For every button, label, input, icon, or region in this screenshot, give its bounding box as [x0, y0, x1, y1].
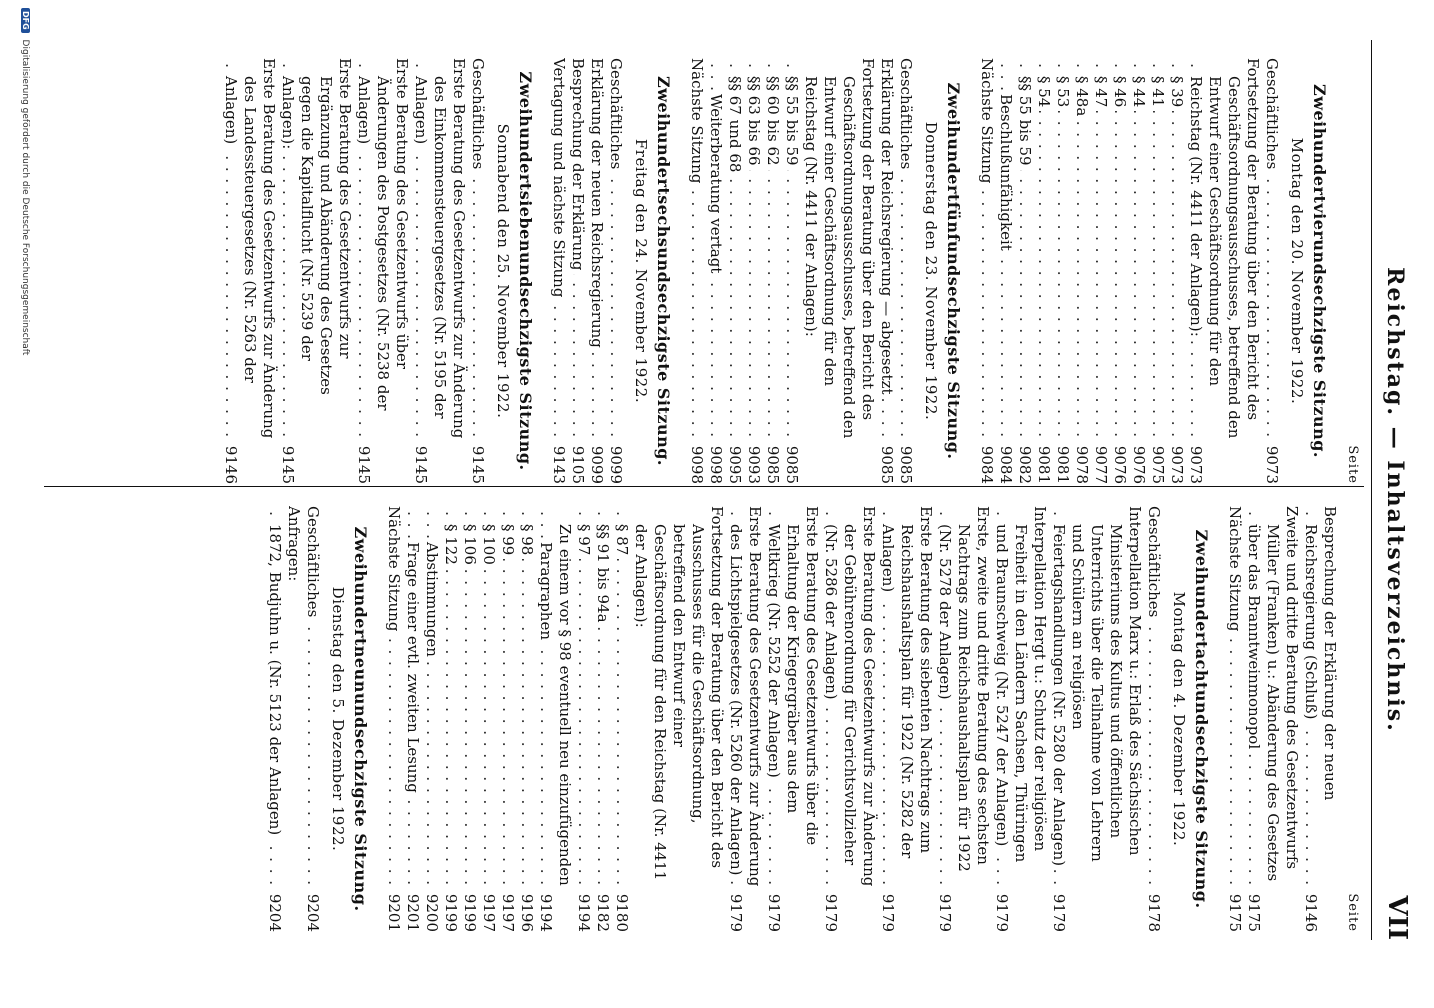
toc-entry-text: §§ 67 und 68: [726, 76, 744, 176]
toc-page-number: 9179: [765, 893, 783, 932]
right-column: [265, 506, 1362, 932]
toc-page-number: 9078: [1073, 445, 1091, 484]
toc-page-number: 9182: [594, 893, 612, 932]
toc-entry-text: §§ 55 bis 59: [783, 76, 801, 170]
toc-entry-text: Geschäftliches: [607, 58, 625, 173]
running-header: Reichstag. — Inhaltsverzeichnis.: [1382, 267, 1408, 733]
toc-entry-text: Geschäftliches: [1145, 506, 1163, 621]
toc-entry: [593, 506, 612, 932]
toc-entry-text: Interpellation Hergt u.: Schutz der religiösen Freiheit in den Ländern Sachsen, Thüringen und Braunschweig (Nr. 5247 der Anlagen): [993, 506, 1049, 863]
toc-entry: [706, 58, 725, 484]
session-title: Zweihundertachtundsechzigste Sitzung.: [1192, 529, 1211, 909]
toc-entry: [384, 506, 403, 932]
toc-page-number: 9143: [550, 445, 568, 484]
toc-page-number: 9081: [1035, 445, 1053, 484]
toc-page-number: 9098: [688, 445, 706, 484]
toc-page-number: 9204: [304, 893, 322, 932]
toc-entry-text: Fortsetzung der Beratung über den Bericht des Geschäftsordnungsausschusses, betreffend den Entwurf einer Geschäftsordnung für den Reichstag (Nr. 4411 der Anlagen):: [802, 58, 877, 439]
toc-entry-text: Erste Beratung des Gesetzentwurfs zur Änderung des Lichtspielgesetzes (Nr. 5260 der Anlagen): [727, 506, 764, 887]
toc-entry: [782, 58, 801, 484]
toc-entry-text: § 99: [499, 524, 517, 559]
toc-entry: [1262, 58, 1281, 484]
toc-entry: [744, 58, 763, 484]
toc-page-number: 9200: [423, 893, 441, 932]
session-title: Zweihundertvierundsechzigste Sitzung.: [1310, 84, 1329, 458]
toc-entry-text: Geschäftliches: [897, 58, 915, 173]
entry-list: [221, 58, 487, 484]
toc-entry: [354, 58, 411, 484]
toc-entry: [221, 58, 278, 484]
left-column: [221, 58, 1362, 484]
toc-entry: [460, 506, 479, 932]
toc-entry: [568, 58, 587, 484]
toc-entry: [878, 506, 935, 932]
entry-list: [265, 506, 322, 932]
toc-page-number: 9076: [1130, 445, 1148, 484]
toc-entry: [821, 506, 878, 932]
toc-page-number: 9179: [879, 893, 897, 932]
session-date: Dienstag den 5. Dezember 1922.: [329, 586, 347, 852]
toc-entry: [1072, 58, 1091, 484]
toc-entry-text: Erste Beratung des Gesetzentwurfs zur Änderung des Einkommensteuergesetzes (Nr. 5195 der Anlagen): [412, 58, 468, 439]
toc-page-number: 9175: [1226, 893, 1244, 932]
toc-entry-text: Erste Beratung des Gesetzentwurfs zur Änderung des Landessteuergesetzes (Nr. 5263 der Anlagen): [222, 58, 278, 439]
toc-entry: [284, 506, 303, 932]
toc-entry-text: Geschäftliches: [304, 506, 322, 621]
toc-page-number: 9199: [461, 893, 479, 932]
session-date: Montag den 4. Dezember 1922.: [1170, 591, 1188, 847]
toc-entry-text: Nächste Sitzung: [385, 506, 403, 635]
digitization-note: [20, 0, 30, 1008]
toc-entry-text: Fortsetzung der Beratung über den Bericht des Geschäftsordnungsausschusses, betreffend den Entwurf einer Geschäftsordnung für den Reichstag (Nr. 4411 der Anlagen):: [1187, 58, 1262, 439]
toc-entry-text: Nächste Sitzung: [1226, 506, 1244, 635]
toc-entry: [1049, 506, 1144, 932]
entry-list: [384, 506, 1163, 932]
session-title: Zweihundertfünfundsechzigste Sitzung.: [944, 82, 963, 460]
toc-page-number: 9175: [1245, 893, 1263, 932]
toc-entry-text: § 97: [575, 524, 593, 559]
session-block: [221, 58, 535, 484]
toc-entry: [441, 506, 460, 932]
toc-entry-text: Erste Beratung des siebenten Nachtrags zum Reichshaushaltsplan für 1922 (Nr. 5282 der Anlagen): [879, 506, 935, 859]
toc-page-number: 9145: [279, 445, 297, 484]
dfg-logo: DFG: [21, 8, 30, 33]
toc-entry: [549, 58, 568, 484]
toc-page-number: 9075: [1149, 445, 1167, 484]
toc-page-number: 9084: [997, 445, 1015, 484]
session-date: Donnerstag den 23. November 1922.: [922, 121, 940, 421]
toc-entry-text: § 46: [1111, 76, 1129, 111]
entry-list: [977, 58, 1281, 484]
toc-page-number: 9201: [385, 893, 403, 932]
toc-entry-text: Zu einem vor § 98 eventuell neu einzufügenden Paragraphen: [537, 524, 574, 886]
toc-entry: [1186, 58, 1262, 484]
toc-entry-text: Vertagung und nächste Sitzung: [550, 58, 568, 301]
toc-entry-text: Besprechung der Erklärung der neuen Reichsregierung (Schluß): [1302, 506, 1339, 801]
toc-entry-text: § 48a: [1073, 76, 1091, 120]
toc-entry: [764, 506, 821, 932]
toc-page-number: 9179: [993, 893, 1011, 932]
session-date: Montag den 20. November 1922.: [1288, 137, 1306, 405]
toc-entry-text: Fortsetzung der Beratung über den Bericht des Ausschusses für die Geschäftsordnung, betreffend den Entwurf einer Geschäftsordnung für den Reichstag (Nr. 4411 der Anlagen):: [632, 506, 726, 881]
toc-entry: [726, 506, 764, 932]
toc-entry: [763, 58, 782, 484]
toc-entry: [1225, 506, 1244, 932]
toc-page-number: 9073: [1187, 445, 1205, 484]
session-block: [687, 58, 963, 484]
toc-entry-text: Zweite und dritte Beratung des Gesetzentwurfs Müller (Franken) u.: Abänderung des Gesetzes über das Branntweinmonopol: [1245, 506, 1301, 882]
toc-page-number: 9180: [613, 893, 631, 932]
toc-page-number: 9099: [588, 445, 606, 484]
toc-entry-text: Besprechung der Erklärung: [569, 58, 587, 274]
toc-page-number: 9099: [607, 445, 625, 484]
toc-entry: [687, 58, 706, 484]
toc-page-number: 9145: [469, 445, 487, 484]
toc-page-number: 9081: [1054, 445, 1072, 484]
toc-entry: [468, 58, 487, 484]
toc-entry: [479, 506, 498, 932]
toc-page-number: 9197: [499, 893, 517, 932]
session-block: [977, 58, 1329, 484]
toc-page-number: 9085: [878, 445, 896, 484]
toc-entry-text: § 100: [480, 524, 498, 569]
toc-page-number: 9084: [978, 445, 996, 484]
toc-entry: [631, 506, 726, 932]
toc-entry: [1091, 58, 1110, 484]
toc-page-number: 9095: [726, 445, 744, 484]
page-number: VII: [1382, 895, 1412, 940]
toc-entry-text: § 87: [613, 524, 631, 559]
toc-entry: [411, 58, 468, 484]
toc-page-number: 9179: [822, 893, 840, 932]
toc-entry: [403, 506, 422, 932]
toc-entry: [1144, 506, 1163, 932]
toc-entry: [1244, 506, 1301, 932]
toc-page-number: 9082: [1016, 445, 1034, 484]
toc-entry-text: Nächste Sitzung: [688, 58, 706, 187]
toc-page-number: 9076: [1111, 445, 1129, 484]
toc-entry: [1110, 58, 1129, 484]
toc-entry: [422, 506, 441, 932]
entry-list: [1225, 506, 1339, 932]
toc-page-number: 9199: [442, 893, 460, 932]
toc-entry-text: Erste Beratung des Gesetzentwurfs zur Ergänzung und Abänderung des Gesetzes gegen die Kapitalflucht (Nr. 5239 der Anlagen):: [279, 58, 354, 395]
toc-entry-text: Frage einer evtl. zweiten Lesung: [404, 542, 422, 797]
toc-entry: [877, 58, 896, 484]
toc-entry: [992, 506, 1049, 932]
toc-page-number: 9146: [222, 445, 240, 484]
toc-entry-text: §§ 55 bis 59: [1016, 76, 1034, 170]
toc-page-number: 9085: [764, 445, 782, 484]
toc-page-number: 9085: [897, 445, 915, 484]
toc-entry: [725, 58, 744, 484]
header-rule: [1371, 40, 1372, 940]
digitization-text: Digitalisierung gefördert durch die Deutsche Forschungsgemeinschaft: [20, 39, 30, 356]
session-title: Zweihundertsiebenundsechzigste Sitzung.: [516, 71, 535, 471]
toc-page-number: 9179: [727, 893, 745, 932]
toc-entry: [587, 58, 606, 484]
toc-page-number: 9179: [1050, 893, 1068, 932]
toc-entry: [574, 506, 593, 932]
seite-label: Seite: [1345, 893, 1360, 932]
toc-entry: [1129, 58, 1148, 484]
seite-label: Seite: [1345, 445, 1360, 484]
toc-page-number: 9201: [404, 893, 422, 932]
session-title: Zweihundertsechsundsechzigste Sitzung.: [654, 75, 673, 466]
toc-entry: [278, 58, 354, 484]
toc-entry-text: Weiterberatung vertagt: [707, 94, 725, 277]
toc-page-number: 9146: [1302, 893, 1320, 932]
toc-page-number: 9093: [745, 445, 763, 484]
toc-entry-text: Erklärung der Reichsregierung — abgesetzt: [878, 58, 896, 398]
toc-page-number: 9145: [412, 445, 430, 484]
toc-entry: [303, 506, 322, 932]
session-block: [265, 506, 370, 932]
session-block: [549, 58, 673, 484]
toc-entry: [896, 58, 915, 484]
toc-entry-text: § 98: [518, 524, 536, 559]
toc-page-number: 9073: [1168, 445, 1186, 484]
column-divider: [44, 486, 1364, 487]
toc-entry-text: Geschäftliches: [469, 58, 487, 173]
entry-list: [549, 58, 625, 484]
toc-entry-text: Erklärung der neuen Reichsregierung: [588, 58, 606, 352]
toc-page-number: 9194: [537, 893, 555, 932]
toc-page-number: 9085: [783, 445, 801, 484]
toc-page-number: 9194: [575, 893, 593, 932]
toc-entry: [265, 506, 284, 932]
toc-entry-text: § 106: [461, 524, 479, 569]
toc-entry-text: Abstimmungen: [423, 542, 441, 661]
toc-entry: [1053, 58, 1072, 484]
toc-entry-text: Erste Beratung des Gesetzentwurfs über Änderungen des Postgesetzes (Nr. 5238 der Anlagen): [355, 58, 411, 411]
toc-page-number: 9073: [1263, 445, 1281, 484]
toc-page-number: 9145: [355, 445, 373, 484]
toc-page-number: 9105: [569, 445, 587, 484]
toc-entry-text: Erste Beratung des Gesetzentwurfs zur Änderung der Gebührenordnung für Gerichtsvollzieher (Nr. 5286 der Anlagen): [822, 506, 878, 887]
toc-entry-text: 1872, Budjuhn u. (Nr. 5123 der Anlagen): [266, 524, 284, 839]
toc-entry: [517, 506, 536, 932]
toc-entry-text: § 47: [1092, 76, 1110, 111]
toc-entry-text: Interpellation Marx u.: Erlaß des Sächsischen Ministeriums des Kultus und öffentlichen Unterrichts über die Teilnahme von Lehrern und Schülern an religiösen Feiertagshandlungen (Nr. 5280 der Anlagen): [1050, 506, 1144, 870]
toc-entry: [935, 506, 992, 932]
entry-list: [687, 58, 915, 484]
toc-page-number: 9204: [266, 893, 284, 932]
toc-entry: [1015, 58, 1034, 484]
toc-entry: [1148, 58, 1167, 484]
toc-page-number: 9077: [1092, 445, 1110, 484]
toc-entry: [1167, 58, 1186, 484]
session-date: Freitag den 24. November 1922.: [632, 138, 650, 404]
toc-entry-text: §§ 63 bis 66: [745, 76, 763, 170]
toc-entry: [1034, 58, 1053, 484]
toc-entry-text: Erste, zweite und dritte Beratung des sechsten Nachtrags zum Reichshaushaltsplan für 1922 (Nr. 5278 der Anlagen): [936, 506, 992, 872]
toc-page-number: 9179: [936, 893, 954, 932]
toc-page-number: 9196: [518, 893, 536, 932]
toc-entry-text: § 39: [1168, 76, 1186, 111]
toc-entry-text: §§ 60 bis 62: [764, 76, 782, 170]
toc-entry-text: § 54: [1035, 76, 1053, 111]
session-date: Sonnabend den 25. November 1922.: [494, 123, 512, 419]
toc-page-number: 9098: [707, 445, 725, 484]
toc-entry: [606, 58, 625, 484]
toc-entry-text: Erste Beratung des Gesetzentwurfs über die Erhaltung der Kriegergräber aus dem Weltkrieg (Nr. 5252 der Anlagen): [765, 506, 821, 846]
toc-entry-text: Geschäftliches: [1263, 58, 1281, 173]
toc-entry-text: § 41: [1149, 76, 1167, 111]
toc-entry: [612, 506, 631, 932]
toc-entry-text: Beschlußunfähigkeit: [997, 94, 1015, 255]
toc-entry: [996, 58, 1015, 484]
session-block: [384, 506, 1211, 932]
toc-entry: [536, 506, 574, 932]
toc-entry: [498, 506, 517, 932]
toc-entry-text: § 53: [1054, 76, 1072, 111]
toc-entry-text: §§ 91 bis 94a: [594, 524, 612, 627]
toc-entry-text: § 122: [442, 524, 460, 569]
toc-entry: [977, 58, 996, 484]
session-title: Zweihundertneunundsechzigste Sitzung.: [351, 526, 370, 912]
toc-entry-text: Anfragen:: [285, 506, 303, 585]
toc-page-number: 9178: [1145, 893, 1163, 932]
toc-entry: [801, 58, 877, 484]
toc-page-number: 9197: [480, 893, 498, 932]
toc-entry-text: § 44: [1130, 76, 1148, 111]
toc-entry-text: Nächste Sitzung: [978, 58, 996, 187]
toc-entry: [1301, 506, 1339, 932]
